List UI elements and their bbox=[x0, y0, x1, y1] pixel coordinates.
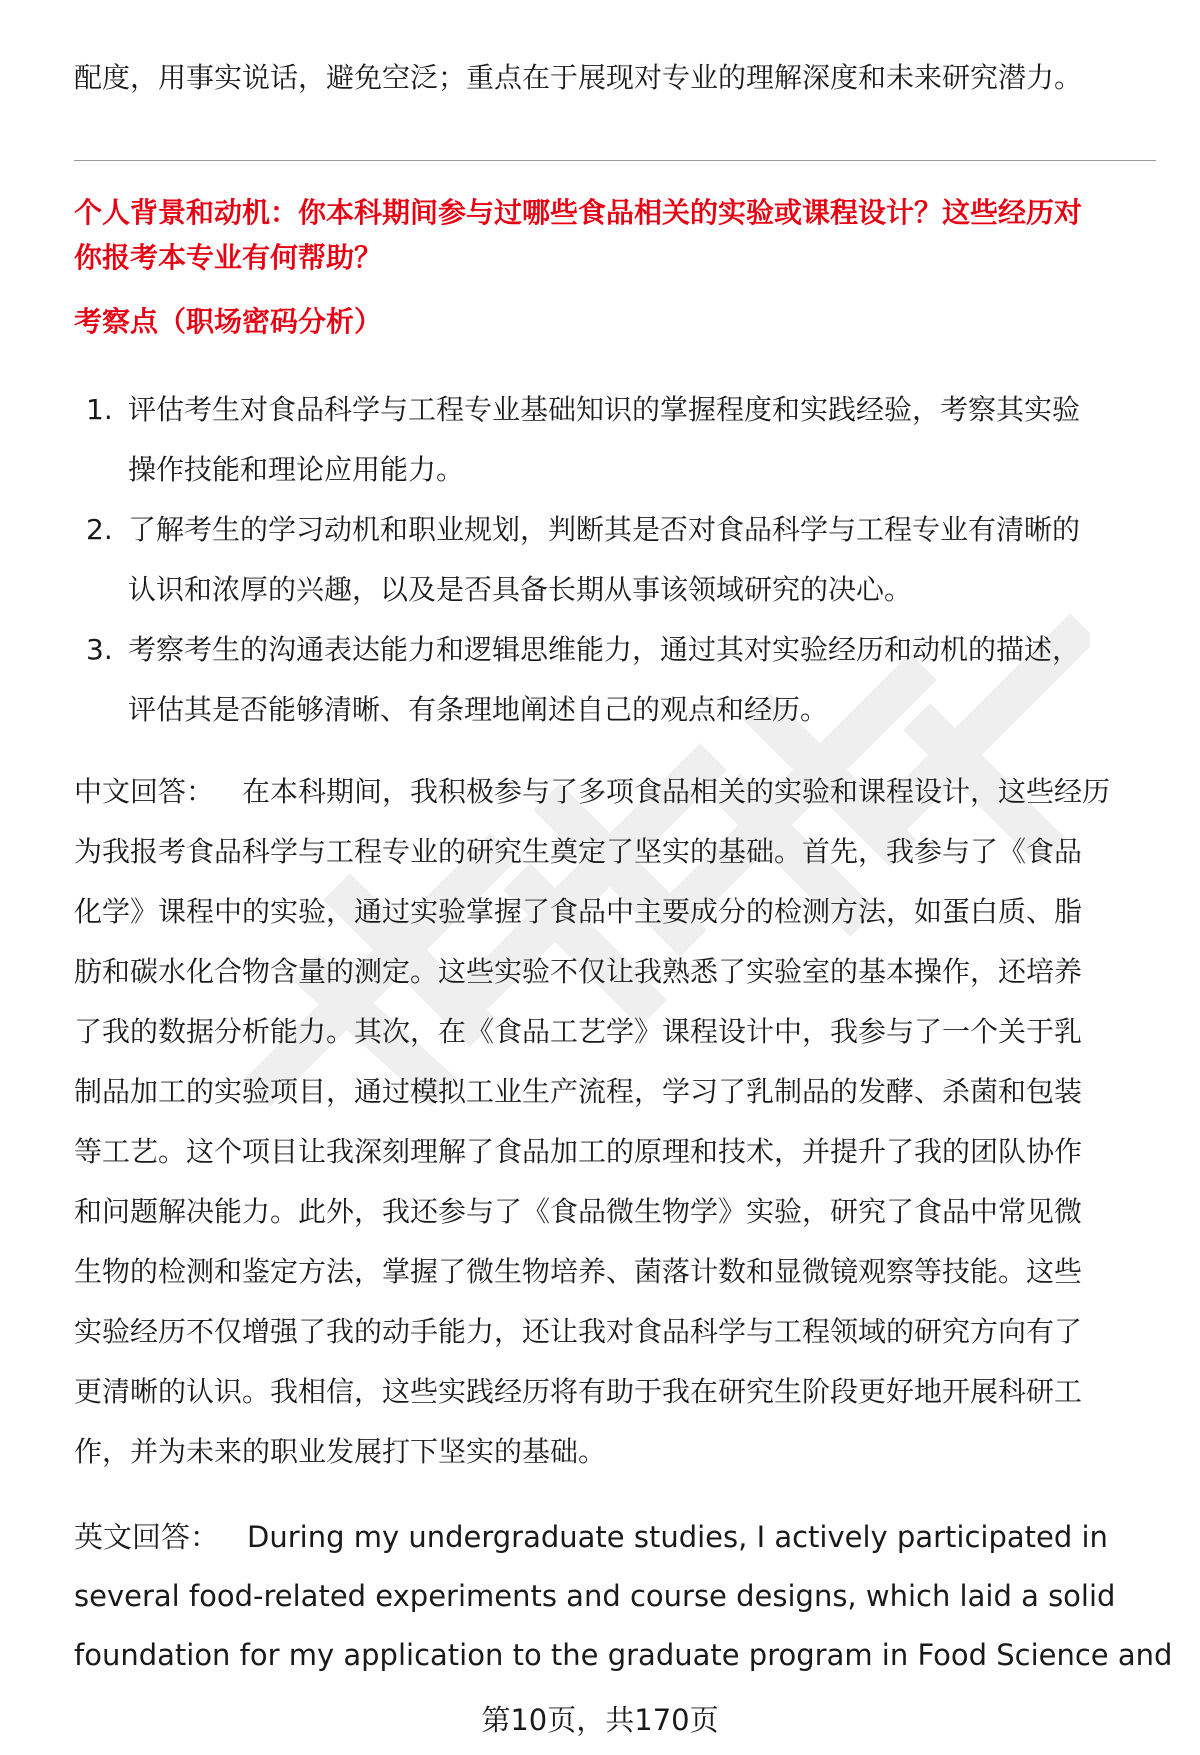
answer-line: 等工艺。这个项目让我深刻理解了食品加工的原理和技术，并提升了我的团队协作 bbox=[74, 1135, 1083, 1168]
question-line: 你报考本专业有何帮助？ bbox=[74, 241, 383, 274]
analysis-title: 考察点（职场密码分析） bbox=[74, 305, 383, 338]
answer-line: 实验经历不仅增强了我的动手能力，还让我对食品科学与工程领域的研究方向有了 bbox=[74, 1315, 1083, 1348]
answer-text: 在本科期间，我积极参与了多项食品相关的实验和课程设计，这些经历 bbox=[242, 775, 1111, 808]
analysis-points-list bbox=[74, 380, 1156, 740]
page-number: 第10页，共170页 bbox=[481, 1703, 719, 1737]
answer-line: foundation for my application to the graduate program in Food Science and bbox=[74, 1638, 1173, 1672]
answer-line: several food-related experiments and course designs, which laid a solid bbox=[74, 1579, 1116, 1613]
list-item-text: 了解考生的学习动机和职业规划，判断其是否对食品科学与工程专业有清晰的 bbox=[128, 513, 1081, 546]
list-item-text: 考察考生的沟通表达能力和逻辑思维能力，通过其对实验经历和动机的描述， bbox=[128, 633, 1081, 666]
answer-text: During my undergraduate studies, I actively participated in bbox=[247, 1520, 1108, 1554]
answer-line: 生物的检测和鉴定方法，掌握了微生物培养、菌落计数和显微镜观察等技能。这些 bbox=[74, 1255, 1083, 1288]
list-item bbox=[74, 620, 1156, 740]
answer-line: 制品加工的实验项目，通过模拟工业生产流程，学习了乳制品的发酵、杀菌和包装 bbox=[74, 1075, 1083, 1108]
english-answer-label: 英文回答： bbox=[74, 1520, 220, 1554]
answer-line: 了我的数据分析能力。其次，在《食品工艺学》课程设计中，我参与了一个关于乳 bbox=[74, 1015, 1083, 1048]
answer-line bbox=[74, 762, 1164, 822]
list-item-text: 评估考生对食品科学与工程专业基础知识的掌握程度和实践经验，考察其实验 bbox=[128, 393, 1081, 426]
list-item-text: 操作技能和理论应用能力。 bbox=[128, 453, 465, 486]
list-item-text: 评估其是否能够清晰、有条理地阐述自己的观点和经历。 bbox=[128, 693, 829, 726]
list-item-number: 1. bbox=[86, 393, 113, 426]
chinese-answer bbox=[74, 762, 1164, 1482]
list-item bbox=[74, 380, 1156, 500]
answer-line: 化学》课程中的实验，通过实验掌握了食品中主要成分的检测方法，如蛋白质、脂 bbox=[74, 895, 1083, 928]
list-item-number: 3. bbox=[86, 633, 113, 666]
answer-line: 肪和碳水化合物含量的测定。这些实验不仅让我熟悉了实验室的基本操作，还培养 bbox=[74, 955, 1083, 988]
answer-line: 更清晰的认识。我相信，这些实践经历将有助于我在研究生阶段更好地开展科研工 bbox=[74, 1375, 1083, 1408]
continued-text: 配度，用事实说话，避免空泛；重点在于展现对专业的理解深度和未来研究潜力。 bbox=[74, 61, 1083, 94]
answer-line: 为我报考食品科学与工程专业的研究生奠定了坚实的基础。首先，我参与了《食品 bbox=[74, 835, 1083, 868]
question-line: 个人背景和动机：你本科期间参与过哪些食品相关的实验或课程设计？这些经历对 bbox=[74, 196, 1083, 229]
list-item-number: 2. bbox=[86, 513, 113, 546]
chinese-answer-label: 中文回答： bbox=[74, 775, 215, 808]
list-item bbox=[74, 500, 1156, 620]
question-heading bbox=[74, 190, 1156, 280]
section-divider bbox=[74, 160, 1156, 161]
answer-line bbox=[74, 1508, 1164, 1567]
english-answer bbox=[74, 1508, 1173, 1685]
answer-line: 作，并为未来的职业发展打下坚实的基础。 bbox=[74, 1435, 607, 1468]
answer-line: 和问题解决能力。此外，我还参与了《食品微生物学》实验，研究了食品中常见微 bbox=[74, 1195, 1083, 1228]
list-item-text: 认识和浓厚的兴趣，以及是否具备长期从事该领域研究的决心。 bbox=[128, 573, 913, 606]
